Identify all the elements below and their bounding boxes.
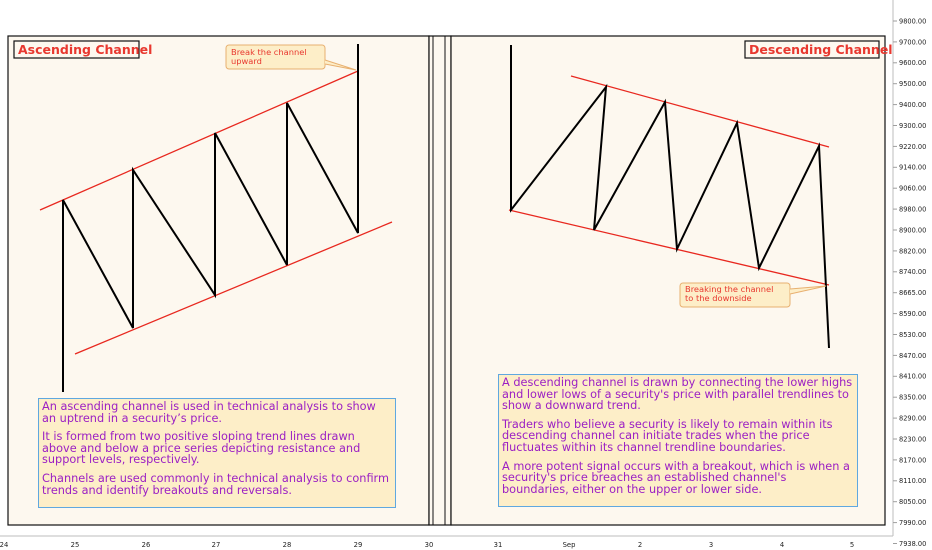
- x-tick-label: 30: [424, 541, 434, 549]
- y-tick-label: 8290.00: [899, 414, 927, 423]
- callout-line-1: Breaking the channel: [685, 284, 774, 294]
- descending-text-2: Traders who believe a security is likely to remain within its descending channel can initiate trades when the price fluctuates within its channel trendline boundaries.: [502, 417, 833, 454]
- y-tick-label: 9700.00: [899, 38, 927, 47]
- x-tick-label: 27: [211, 541, 221, 549]
- y-tick-label: 8900.00: [899, 226, 927, 235]
- y-tick-label: 8665.00: [899, 289, 927, 298]
- y-tick-label: 8350.00: [899, 393, 927, 402]
- divider-panel: [429, 36, 451, 525]
- y-tick-label: 8410.00: [899, 372, 927, 381]
- y-tick-label: 9060.00: [899, 184, 927, 193]
- callout-line-1: Break the channel: [231, 47, 307, 57]
- y-tick-label: 8980.00: [899, 205, 927, 214]
- y-tick-label: 8820.00: [899, 247, 927, 256]
- ascending-explanation-box: [38, 398, 396, 508]
- y-tick-label: 8530.00: [899, 330, 927, 339]
- y-tick-label: 8470.00: [899, 351, 927, 360]
- ascending-text-2: It is formed from two positive sloping trend lines drawn above and below a price series depicting resistance and support levels, respectively.: [42, 430, 361, 467]
- x-tick-label: 31: [493, 541, 503, 549]
- y-tick-label: 8740.00: [899, 268, 927, 277]
- y-tick-label: 8110.00: [899, 477, 927, 486]
- y-tick-label: 9140.00: [899, 163, 927, 172]
- y-tick-label: 9400.00: [899, 101, 927, 109]
- y-tick-label: 9220.00: [899, 142, 927, 151]
- callout-line-2: to the downside: [685, 293, 752, 303]
- descending-explanation-box: [498, 374, 858, 507]
- y-tick-label: 9500.00: [899, 80, 927, 89]
- callout-line-2: upward: [231, 56, 262, 66]
- x-tick-label: 28: [282, 541, 292, 549]
- y-tick-label: 8590.00: [899, 310, 927, 318]
- descending-text-1: A descending channel is drawn by connecting the lower highs and lower lows of a security's price with parallel trendlines to show a downward trend.: [502, 376, 853, 413]
- ascending-text-3: Channels are used commonly in technical analysis to confirm trends and identify breakouts and reversals.: [42, 471, 390, 497]
- x-tick-label: 25: [70, 541, 80, 549]
- ascending-channel-title: Ascending Channel: [18, 42, 153, 57]
- x-tick-label: 4: [779, 541, 785, 549]
- y-tick-label: 9600.00: [899, 59, 927, 68]
- x-tick-label: 5: [849, 541, 855, 549]
- x-tick-label: 29: [353, 541, 363, 549]
- y-tick-label: 9800.00: [899, 17, 927, 26]
- x-tick-label: 2: [637, 541, 643, 549]
- y-tick-label: 8230.00: [899, 435, 927, 444]
- x-tick-label: Sep: [562, 541, 576, 549]
- y-tick-label: 9300.00: [899, 121, 927, 130]
- y-tick-label: 8050.00: [899, 498, 927, 507]
- x-tick-label: 26: [141, 541, 151, 549]
- descending-text-3: A more potent signal occurs with a breakout, which is when a security's price breaches an established channel's boundaries, either on the upper or lower side.: [502, 459, 850, 496]
- descending-channel-title: Descending Channel: [749, 42, 893, 57]
- x-tick-label: 24: [0, 541, 9, 549]
- y-axis-ticks: [893, 17, 926, 550]
- y-tick-label: 8170.00: [899, 456, 927, 465]
- ascending-text-1: An ascending channel is used in technical analysis to show an uptrend in a security’s price.: [42, 400, 376, 425]
- y-tick-label: 7938.00: [899, 539, 927, 548]
- y-tick-label: 7990.00: [899, 519, 927, 527]
- x-axis-ticks: [0, 541, 854, 549]
- x-tick-label: 3: [708, 541, 714, 549]
